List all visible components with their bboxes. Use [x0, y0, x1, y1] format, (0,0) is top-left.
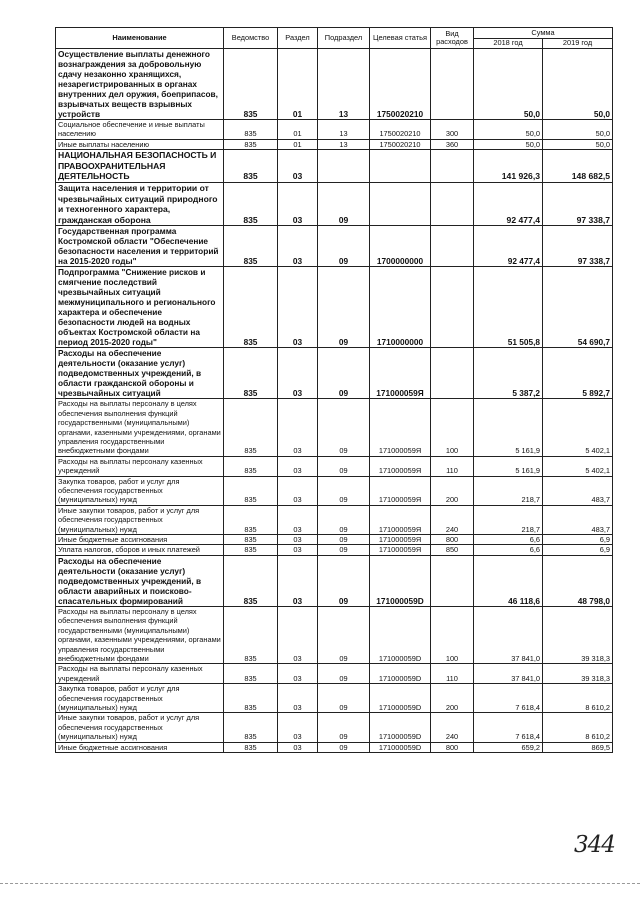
- cell-name: Расходы на обеспечение деятельности (оказание услуг) подведомственных учреждений, в области гражданской обороны и чрезвычайных ситуаций: [56, 348, 224, 399]
- table-row: [56, 399, 613, 456]
- cell-2018: 92 477,4: [474, 226, 543, 267]
- cell-dept: 835: [224, 545, 278, 555]
- cell-exptype: 360: [431, 139, 474, 149]
- cell-subsection: 09: [318, 476, 370, 505]
- cell-2018: 659,2: [474, 742, 543, 752]
- cell-dept: 835: [224, 555, 278, 606]
- cell-subsection: 09: [318, 664, 370, 684]
- cell-section: 03: [278, 476, 318, 505]
- cell-target: 171000059D: [370, 555, 431, 606]
- budget-table: [55, 27, 613, 753]
- cell-2019: 869,5: [543, 742, 613, 752]
- cell-2019: 48 798,0: [543, 555, 613, 606]
- cell-2019: 39 318,3: [543, 606, 613, 663]
- cell-name: Уплата налогов, сборов и иных платежей: [56, 545, 224, 555]
- cell-2018: 51 505,8: [474, 267, 543, 348]
- cell-target: 1750020210: [370, 139, 431, 149]
- cell-name: Иные бюджетные ассигнования: [56, 535, 224, 545]
- cell-2019: 8 610,2: [543, 684, 613, 713]
- cell-2018: 218,7: [474, 505, 543, 534]
- cell-dept: 835: [224, 49, 278, 120]
- cell-subsection: 09: [318, 555, 370, 606]
- table-row: [56, 267, 613, 348]
- cell-dept: 835: [224, 684, 278, 713]
- cell-name: Иные выплаты населению: [56, 139, 224, 149]
- cell-section: 03: [278, 150, 318, 183]
- cell-dept: 835: [224, 226, 278, 267]
- cell-2019: 39 318,3: [543, 664, 613, 684]
- cell-target: 171000059Я: [370, 535, 431, 545]
- cell-subsection: 13: [318, 139, 370, 149]
- cell-dept: 835: [224, 664, 278, 684]
- cell-dept: 835: [224, 456, 278, 476]
- table-row: [56, 183, 613, 226]
- cell-dept: 835: [224, 505, 278, 534]
- cell-subsection: 09: [318, 606, 370, 663]
- cell-section: 03: [278, 555, 318, 606]
- cell-subsection: 09: [318, 183, 370, 226]
- cell-dept: 835: [224, 120, 278, 140]
- table-row: [56, 606, 613, 663]
- cell-exptype: 110: [431, 456, 474, 476]
- cell-2019: 5 402,1: [543, 456, 613, 476]
- cell-section: 01: [278, 120, 318, 140]
- cell-2018: 5 387,2: [474, 348, 543, 399]
- cell-2018: 7 618,4: [474, 684, 543, 713]
- cell-name: Расходы на выплаты персоналу в целях обеспечения выполнения функций государственными (муниципальными) органами, казенными учреждениями, органами управления государственными внебюджетными фондами: [56, 399, 224, 456]
- cell-exptype: 800: [431, 535, 474, 545]
- cell-target: 171000059Я: [370, 399, 431, 456]
- cell-subsection: 09: [318, 267, 370, 348]
- cell-dept: 835: [224, 713, 278, 742]
- cell-section: 03: [278, 664, 318, 684]
- table-row: [56, 684, 613, 713]
- cell-subsection: 13: [318, 120, 370, 140]
- cell-name: Закупка товаров, работ и услуг для обеспечения государственных (муниципальных) нужд: [56, 476, 224, 505]
- cell-2019: 5 892,7: [543, 348, 613, 399]
- cell-name: НАЦИОНАЛЬНАЯ БЕЗОПАСНОСТЬ И ПРАВООХРАНИТЕЛЬНАЯ ДЕЯТЕЛЬНОСТЬ: [56, 150, 224, 183]
- table-row: [56, 456, 613, 476]
- cell-2019: 148 682,5: [543, 150, 613, 183]
- cell-target: 171000059Я: [370, 476, 431, 505]
- cell-section: 03: [278, 348, 318, 399]
- cell-name: Защита населения и территории от чрезвычайных ситуаций природного и техногенного характера, гражданская оборона: [56, 183, 224, 226]
- cell-2019: 5 402,1: [543, 399, 613, 456]
- cell-exptype: [431, 267, 474, 348]
- cell-subsection: 09: [318, 545, 370, 555]
- bottom-scan-line: [0, 883, 640, 884]
- cell-2018: 37 841,0: [474, 606, 543, 663]
- cell-2018: 37 841,0: [474, 664, 543, 684]
- table-row: [56, 555, 613, 606]
- cell-dept: 835: [224, 535, 278, 545]
- cell-name: Подпрограмма "Снижение рисков и смягчение последствий чрезвычайных ситуаций межмуниципального и регионального характера и обеспечение безопасности людей на водных объектах Костромской области на период 2015-2020 годы": [56, 267, 224, 348]
- cell-2019: 54 690,7: [543, 267, 613, 348]
- cell-target: 171000059Я: [370, 505, 431, 534]
- cell-section: 03: [278, 606, 318, 663]
- cell-section: 03: [278, 226, 318, 267]
- cell-name: Иные закупки товаров, работ и услуг для обеспечения государственных (муниципальных) нужд: [56, 505, 224, 534]
- cell-section: 01: [278, 49, 318, 120]
- header-year-2019: 2019 год: [543, 39, 613, 49]
- cell-2019: 50,0: [543, 49, 613, 120]
- cell-exptype: [431, 226, 474, 267]
- cell-2018: 50,0: [474, 49, 543, 120]
- cell-subsection: 09: [318, 535, 370, 545]
- cell-name: Осуществление выплаты денежного вознаграждения за добровольную сдачу незаконно хранящихся, незарегистрированных в органах внутренних дел оружия, боеприпасов, взрывчатых веществ взрывных устройств: [56, 49, 224, 120]
- cell-target: 1700000000: [370, 226, 431, 267]
- cell-section: 03: [278, 456, 318, 476]
- cell-name: Государственная программа Костромской области "Обеспечение безопасности населения и территорий на 2015-2020 годы": [56, 226, 224, 267]
- table-row: [56, 139, 613, 149]
- page-number: 344: [574, 832, 615, 858]
- header-section: Раздел: [278, 28, 318, 49]
- table-row: [56, 49, 613, 120]
- table-row: [56, 226, 613, 267]
- cell-exptype: 110: [431, 664, 474, 684]
- cell-section: 03: [278, 535, 318, 545]
- header-row-1: [56, 28, 613, 39]
- cell-target: 171000059Я: [370, 348, 431, 399]
- header-exptype: Вид расходов: [431, 28, 474, 49]
- cell-name: Иные закупки товаров, работ и услуг для обеспечения государственных (муниципальных) нужд: [56, 713, 224, 742]
- cell-name: Расходы на обеспечение деятельности (оказание услуг) подведомственных учреждений, в области аварийных и поисково-спасательных формирований: [56, 555, 224, 606]
- cell-2018: 50,0: [474, 120, 543, 140]
- cell-name: Расходы на выплаты персоналу казенных учреждений: [56, 664, 224, 684]
- cell-2019: 8 610,2: [543, 713, 613, 742]
- cell-dept: 835: [224, 267, 278, 348]
- table-row: [56, 742, 613, 752]
- cell-2018: 46 118,6: [474, 555, 543, 606]
- cell-2018: 6,6: [474, 535, 543, 545]
- cell-section: 01: [278, 139, 318, 149]
- cell-dept: 835: [224, 742, 278, 752]
- cell-target: 171000059D: [370, 664, 431, 684]
- cell-exptype: 100: [431, 606, 474, 663]
- cell-target: 171000059D: [370, 742, 431, 752]
- cell-section: 03: [278, 684, 318, 713]
- cell-name: Иные бюджетные ассигнования: [56, 742, 224, 752]
- cell-name: Расходы на выплаты персоналу в целях обеспечения выполнения функций государственными (муниципальными) органами, казенными учреждениями, органами управления государственными внебюджетными фондами: [56, 606, 224, 663]
- cell-2019: 50,0: [543, 120, 613, 140]
- cell-dept: 835: [224, 183, 278, 226]
- cell-section: 03: [278, 545, 318, 555]
- cell-target: 171000059D: [370, 606, 431, 663]
- cell-subsection: 09: [318, 684, 370, 713]
- table-row: [56, 120, 613, 140]
- header-name: Наименование: [56, 28, 224, 49]
- cell-2018: 7 618,4: [474, 713, 543, 742]
- cell-subsection: 09: [318, 399, 370, 456]
- cell-target: [370, 183, 431, 226]
- cell-section: 03: [278, 183, 318, 226]
- table-row: [56, 150, 613, 183]
- header-target: Целевая статья: [370, 28, 431, 49]
- cell-2019: 97 338,7: [543, 226, 613, 267]
- cell-exptype: [431, 49, 474, 120]
- cell-dept: 835: [224, 476, 278, 505]
- table-row: [56, 535, 613, 545]
- cell-exptype: 240: [431, 713, 474, 742]
- cell-section: 03: [278, 505, 318, 534]
- table-row: [56, 348, 613, 399]
- cell-target: [370, 150, 431, 183]
- table-body: [56, 49, 613, 753]
- cell-name: Закупка товаров, работ и услуг для обеспечения государственных (муниципальных) нужд: [56, 684, 224, 713]
- cell-target: 171000059Я: [370, 456, 431, 476]
- cell-exptype: [431, 183, 474, 226]
- cell-exptype: 800: [431, 742, 474, 752]
- cell-exptype: [431, 348, 474, 399]
- cell-section: 03: [278, 713, 318, 742]
- cell-2019: 483,7: [543, 476, 613, 505]
- cell-2018: 50,0: [474, 139, 543, 149]
- cell-target: 171000059Я: [370, 545, 431, 555]
- cell-dept: 835: [224, 348, 278, 399]
- cell-subsection: 09: [318, 505, 370, 534]
- cell-target: 1710000000: [370, 267, 431, 348]
- cell-exptype: 200: [431, 684, 474, 713]
- cell-subsection: 09: [318, 348, 370, 399]
- cell-exptype: 300: [431, 120, 474, 140]
- cell-subsection: [318, 150, 370, 183]
- table-row: [56, 545, 613, 555]
- cell-target: 171000059D: [370, 713, 431, 742]
- cell-exptype: 200: [431, 476, 474, 505]
- cell-exptype: [431, 555, 474, 606]
- cell-name: Социальное обеспечение и иные выплаты населению: [56, 120, 224, 140]
- cell-subsection: 09: [318, 713, 370, 742]
- cell-target: 1750020210: [370, 49, 431, 120]
- cell-2019: 97 338,7: [543, 183, 613, 226]
- cell-dept: 835: [224, 139, 278, 149]
- cell-target: 1750020210: [370, 120, 431, 140]
- cell-2018: 218,7: [474, 476, 543, 505]
- table-row: [56, 505, 613, 534]
- cell-name: Расходы на выплаты персоналу казенных учреждений: [56, 456, 224, 476]
- header-sum: Сумма: [474, 28, 613, 39]
- cell-section: 03: [278, 742, 318, 752]
- cell-2019: 6,9: [543, 545, 613, 555]
- cell-2019: 50,0: [543, 139, 613, 149]
- cell-dept: 835: [224, 150, 278, 183]
- cell-2018: 6,6: [474, 545, 543, 555]
- cell-exptype: [431, 150, 474, 183]
- cell-2019: 483,7: [543, 505, 613, 534]
- cell-exptype: 100: [431, 399, 474, 456]
- cell-2018: 5 161,9: [474, 399, 543, 456]
- cell-2018: 141 926,3: [474, 150, 543, 183]
- cell-subsection: 09: [318, 226, 370, 267]
- cell-exptype: 240: [431, 505, 474, 534]
- table-row: [56, 664, 613, 684]
- cell-target: 171000059D: [370, 684, 431, 713]
- cell-subsection: 09: [318, 456, 370, 476]
- cell-section: 03: [278, 399, 318, 456]
- cell-2018: 5 161,9: [474, 456, 543, 476]
- cell-2019: 6,9: [543, 535, 613, 545]
- header-year-2018: 2018 год: [474, 39, 543, 49]
- table-row: [56, 476, 613, 505]
- cell-subsection: 09: [318, 742, 370, 752]
- header-dept: Ведомство: [224, 28, 278, 49]
- cell-exptype: 850: [431, 545, 474, 555]
- cell-dept: 835: [224, 399, 278, 456]
- cell-subsection: 13: [318, 49, 370, 120]
- table-row: [56, 713, 613, 742]
- header-subsection: Подраздел: [318, 28, 370, 49]
- cell-section: 03: [278, 267, 318, 348]
- cell-dept: 835: [224, 606, 278, 663]
- cell-2018: 92 477,4: [474, 183, 543, 226]
